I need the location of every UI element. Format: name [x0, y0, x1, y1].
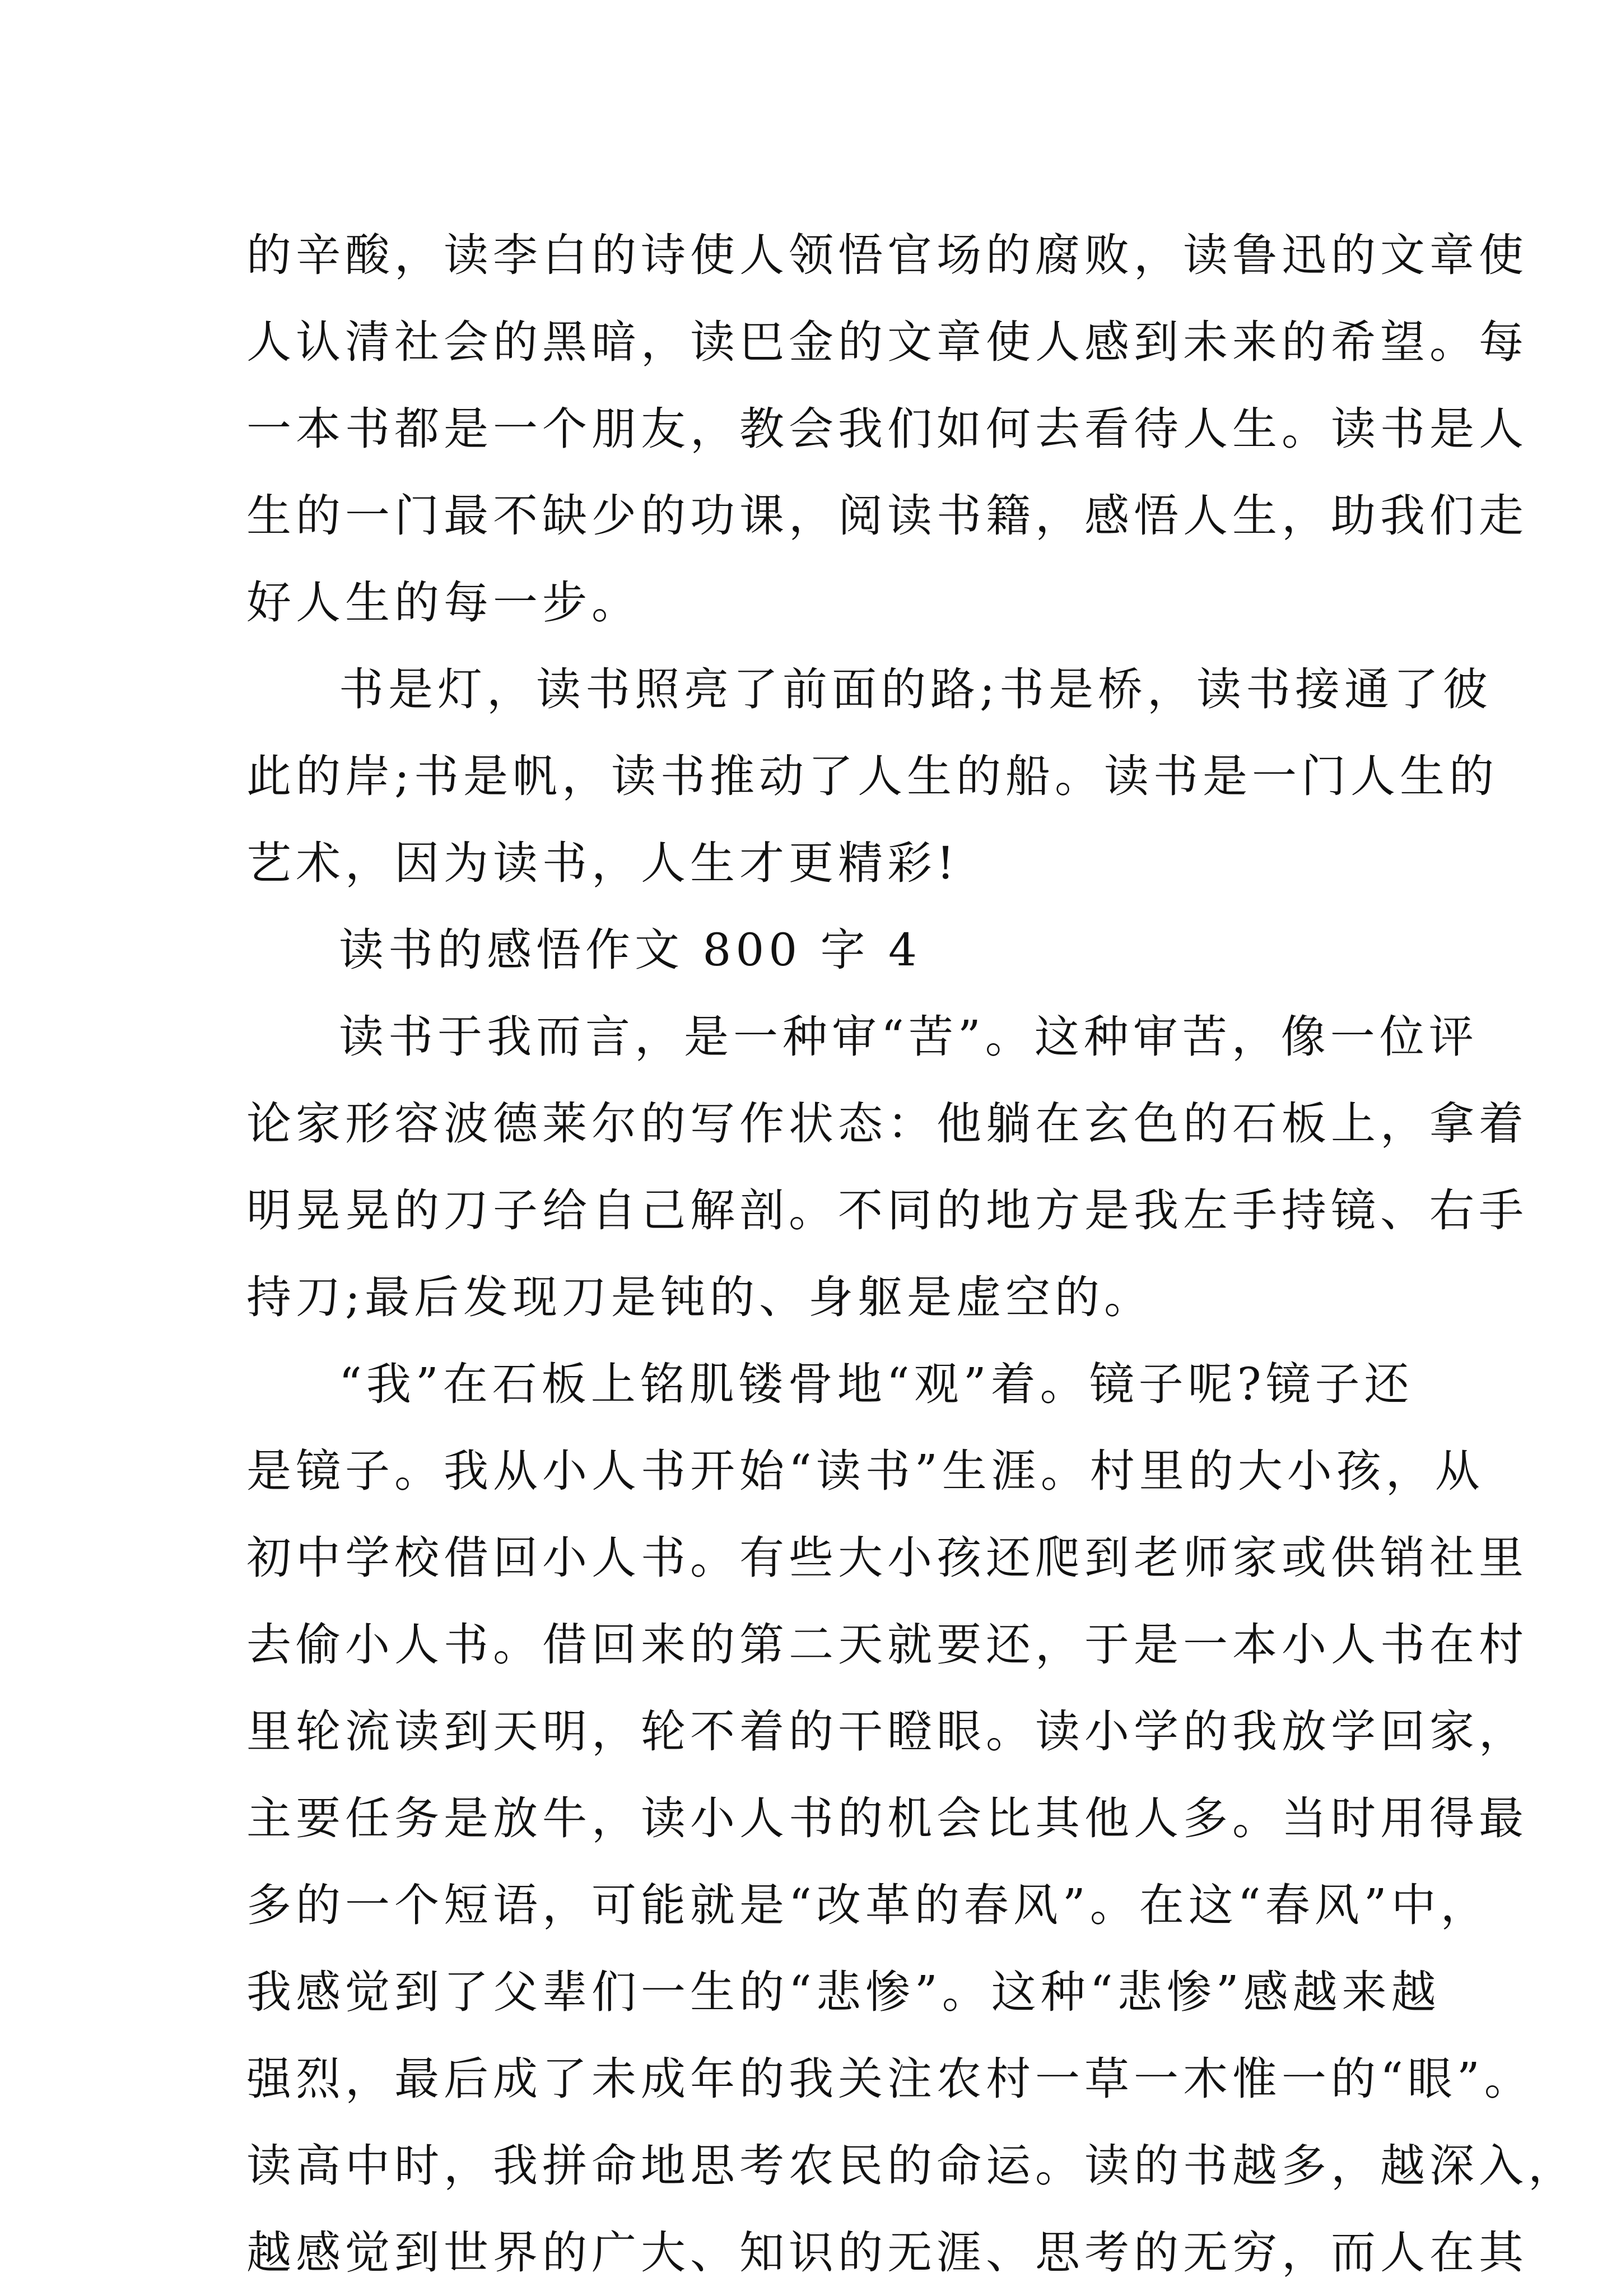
- text-line: 明晃晃的刀子给自己解剖。不同的地方是我左手持镜、右手: [246, 1184, 1528, 1237]
- text-line: 里轮流读到天明，轮不着的干瞪眼。读小学的我放学回家，: [246, 1705, 1528, 1758]
- text-line: 强烈，最后成了未成年的我关注农村一草一木惟一的“眼”。: [246, 2053, 1534, 2105]
- text-line: 读书于我而言，是一种审“苦”。这种审苦，像一位评: [339, 1011, 1478, 1063]
- body-text: [246, 212, 1577, 2296]
- text-line: 艺术，因为读书，人生才更精彩!: [246, 837, 959, 889]
- text-line: 的辛酸，读李白的诗使人领悟官场的腐败，读鲁迅的文章使: [246, 229, 1528, 281]
- text-line: 人认清社会的黑暗，读巴金的文章使人感到未来的希望。每: [246, 316, 1528, 368]
- text-line: 一本书都是一个朋友，教会我们如何去看待人生。读书是人: [246, 403, 1528, 455]
- text-line: 论家形容波德莱尔的写作状态：他躺在玄色的石板上，拿着: [246, 1098, 1528, 1150]
- text-line: 是镜子。我从小人书开始“读书”生涯。村里的大小孩，从: [246, 1445, 1484, 1497]
- text-line: 生的一门最不缺少的功课，阅读书籍，感悟人生，助我们走: [246, 490, 1528, 542]
- text-line: 去偷小人书。借回来的第二天就要还，于是一本小人书在村: [246, 1619, 1528, 1671]
- text-line: 初中学校借回小人书。有些大小孩还爬到老师家或供销社里: [246, 1532, 1528, 1584]
- text-line: 多的一个短语，可能就是“改革的春风”。在这“春风”中，: [246, 1879, 1490, 1931]
- text-line: 读高中时，我拼命地思考农民的命运。读的书越多，越深入，: [246, 2140, 1577, 2192]
- text-line: 越感觉到世界的广大、知识的无涯、思考的无穷，而人在其: [246, 2227, 1528, 2279]
- text-line: “我”在石板上铭肌镂骨地“观”着。镜子呢?镜子还: [339, 1358, 1414, 1410]
- text-line: 我感觉到了父辈们一生的“悲惨”。这种“悲惨”感越来越: [246, 1966, 1441, 2018]
- text-line: 好人生的每一步。: [246, 577, 641, 629]
- text-line: 读书的感悟作文 800 字 4: [339, 924, 921, 976]
- text-line: 主要任务是放牛，读小人书的机会比其他人多。当时用得最: [246, 1792, 1528, 1844]
- text-line: 书是灯，读书照亮了前面的路;书是桥，读书接通了彼: [339, 663, 1492, 715]
- text-line: 持刀;最后发现刀是钝的、身躯是虚空的。: [246, 1271, 1153, 1323]
- text-line: 此的岸;书是帆，读书推动了人生的船。读书是一门人生的: [246, 750, 1498, 802]
